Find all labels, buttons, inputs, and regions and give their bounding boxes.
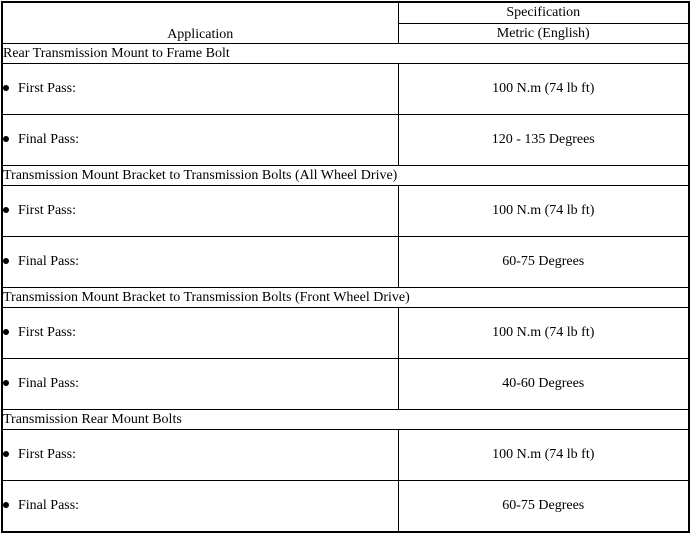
spec-value: 100 N.m (74 lb ft) <box>398 186 689 237</box>
spec-value: 60-75 Degrees <box>398 481 689 533</box>
pass-label-cell <box>2 64 398 115</box>
spec-value: 40-60 Degrees <box>398 359 689 410</box>
pass-label: Final Pass: <box>18 498 80 513</box>
torque-spec-table <box>1 1 690 533</box>
pass-label-cell <box>2 481 398 533</box>
group-title: Transmission Mount Bracket to Transmission Bolts (Front Wheel Drive) <box>2 288 689 308</box>
group-title-row <box>2 44 689 64</box>
pass-label-cell <box>2 186 398 237</box>
bullet-icon <box>3 207 9 213</box>
spec-value: 60-75 Degrees <box>398 237 689 288</box>
pass-label-cell <box>2 237 398 288</box>
pass-label-cell <box>2 359 398 410</box>
pass-label-cell <box>2 115 398 166</box>
group-title: Transmission Mount Bracket to Transmission Bolts (All Wheel Drive) <box>2 166 689 186</box>
spec-value: 100 N.m (74 lb ft) <box>398 64 689 115</box>
group-title: Rear Transmission Mount to Frame Bolt <box>2 44 689 64</box>
table-row <box>2 430 689 481</box>
pass-label: First Pass: <box>18 203 76 218</box>
group-title-row <box>2 166 689 186</box>
bullet-icon <box>3 380 9 386</box>
bullet-icon <box>3 329 9 335</box>
table-row <box>2 481 689 533</box>
spec-value: 100 N.m (74 lb ft) <box>398 430 689 481</box>
bullet-icon <box>3 258 9 264</box>
group-title-row <box>2 288 689 308</box>
group-title: Transmission Rear Mount Bolts <box>2 410 689 430</box>
pass-label-cell <box>2 308 398 359</box>
pass-label: First Pass: <box>18 447 76 462</box>
header-row-top <box>2 2 689 24</box>
application-header: Application <box>2 2 398 44</box>
table-row <box>2 237 689 288</box>
table-row <box>2 308 689 359</box>
bullet-icon <box>3 136 9 142</box>
pass-label: First Pass: <box>18 325 76 340</box>
table-row <box>2 64 689 115</box>
group-title-row <box>2 410 689 430</box>
table-row <box>2 186 689 237</box>
specification-header: Specification <box>398 2 689 24</box>
metric-english-header: Metric (English) <box>398 24 689 44</box>
pass-label: Final Pass: <box>18 376 80 391</box>
table-row <box>2 115 689 166</box>
bullet-icon <box>3 451 9 457</box>
bullet-icon <box>3 502 9 508</box>
pass-label: First Pass: <box>18 81 76 96</box>
pass-label: Final Pass: <box>18 132 80 147</box>
table-row <box>2 359 689 410</box>
spec-value: 120 - 135 Degrees <box>398 115 689 166</box>
table-body <box>2 44 689 533</box>
spec-value: 100 N.m (74 lb ft) <box>398 308 689 359</box>
pass-label-cell <box>2 430 398 481</box>
bullet-icon <box>3 85 9 91</box>
table-header <box>2 2 689 44</box>
pass-label: Final Pass: <box>18 254 80 269</box>
